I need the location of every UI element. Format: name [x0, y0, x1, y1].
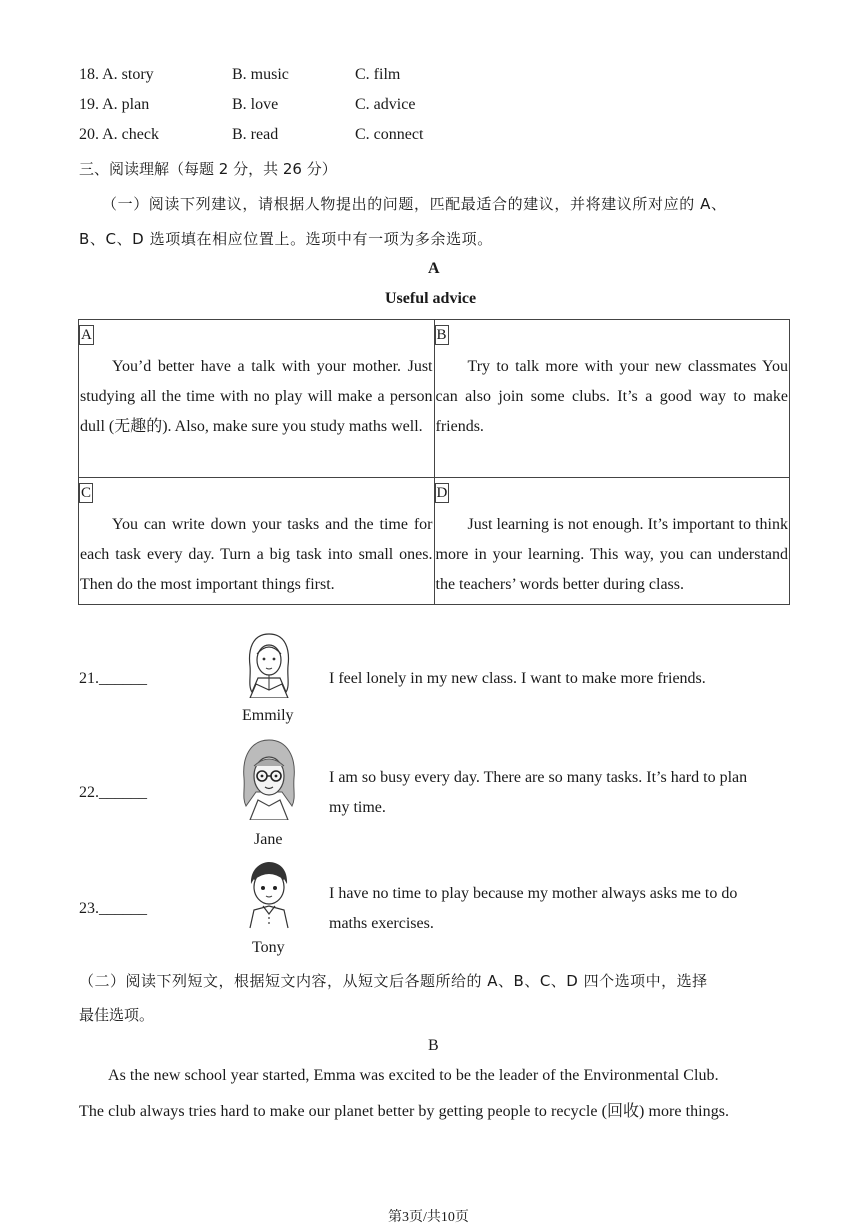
option-c: C. advice: [355, 96, 416, 113]
advice-cell-c: [79, 478, 435, 605]
option-b: B. love: [232, 96, 279, 113]
advice-text: You’d better have a talk with your mother. Just studying all the time with no play will make a person dull (无趣的). Also, make sure you study maths well.: [80, 358, 433, 435]
advice-table: [78, 319, 790, 605]
option-row-19: [79, 96, 149, 114]
passage-b-label: B: [428, 1037, 439, 1054]
section-title: 三、阅读理解（每题 2 分，共 26 分）: [79, 160, 337, 178]
option-row-18: [79, 66, 154, 84]
option-a: 18. A. story: [79, 66, 154, 83]
question-text: I have no time to play because my mother always asks me to do: [329, 885, 738, 902]
passage-b-line2: The club always tries hard to make our planet better by getting people to recycle (回收) more things.: [79, 1103, 730, 1120]
character-name: Tony: [252, 939, 285, 956]
option-c: C. connect: [355, 126, 424, 143]
question-text: my time.: [329, 799, 386, 816]
girl-with-glasses-portrait-icon: [236, 736, 302, 820]
boy-portrait-icon: [242, 860, 296, 930]
girl-portrait-icon: [238, 630, 300, 698]
question-text: I am so busy every day. There are so many tasks. It’s hard to plan: [329, 769, 748, 786]
advice-text: Try to talk more with your new classmates You can also join some clubs. It’s a good way to make friends.: [435, 358, 788, 435]
question-text: maths exercises.: [329, 915, 434, 932]
advice-letter: B: [436, 327, 447, 343]
part2-instruction-line2: 最佳选项。: [79, 1006, 155, 1024]
part2-instruction-line1: （二）阅读下列短文，根据短文内容，从短文后各题所给的 A、B、C、D 四个选项中，选择: [79, 972, 708, 990]
passage-a-title: Useful advice: [385, 290, 477, 307]
character-name: Emmily: [242, 707, 294, 724]
page-footer: 第3页/共10页: [388, 1210, 469, 1225]
option-c: C. film: [355, 66, 401, 83]
question-number: 21.______: [79, 670, 147, 687]
question-text: I feel lonely in my new class. I want to make more friends.: [329, 670, 706, 687]
advice-text: You can write down your tasks and the time for each task every day. Turn a big task into small ones. Then do the most important things first.: [80, 516, 433, 593]
option-row-20: [79, 126, 159, 144]
part1-instruction-line2: B、C、D 选项填在相应位置上。选项中有一项为多余选项。: [79, 230, 493, 248]
character-name: Jane: [254, 831, 283, 848]
option-a: 20. A. check: [79, 126, 159, 143]
passage-b-line1: As the new school year started, Emma was excited to be the leader of the Environmental Club.: [108, 1067, 719, 1084]
advice-cell-d: [434, 478, 790, 605]
question-number: 22.______: [79, 784, 147, 801]
passage-a-label: A: [428, 260, 440, 277]
option-b: B. read: [232, 126, 279, 143]
option-a: 19. A. plan: [79, 96, 150, 113]
advice-cell-b: [434, 320, 790, 478]
advice-letter: A: [81, 327, 92, 343]
advice-text: Just learning is not enough. It’s important to think more in your learning. This way, you can understand the teachers’ words better during class.: [435, 516, 788, 593]
part1-instruction-line1: （一）阅读下列建议，请根据人物提出的问题，匹配最适合的建议，并将建议所对应的 A、: [102, 195, 727, 213]
option-b: B. music: [232, 66, 289, 83]
advice-letter: C: [81, 485, 92, 501]
advice-letter: D: [436, 485, 448, 501]
question-number: 23.______: [79, 900, 147, 917]
advice-cell-a: [79, 320, 435, 478]
